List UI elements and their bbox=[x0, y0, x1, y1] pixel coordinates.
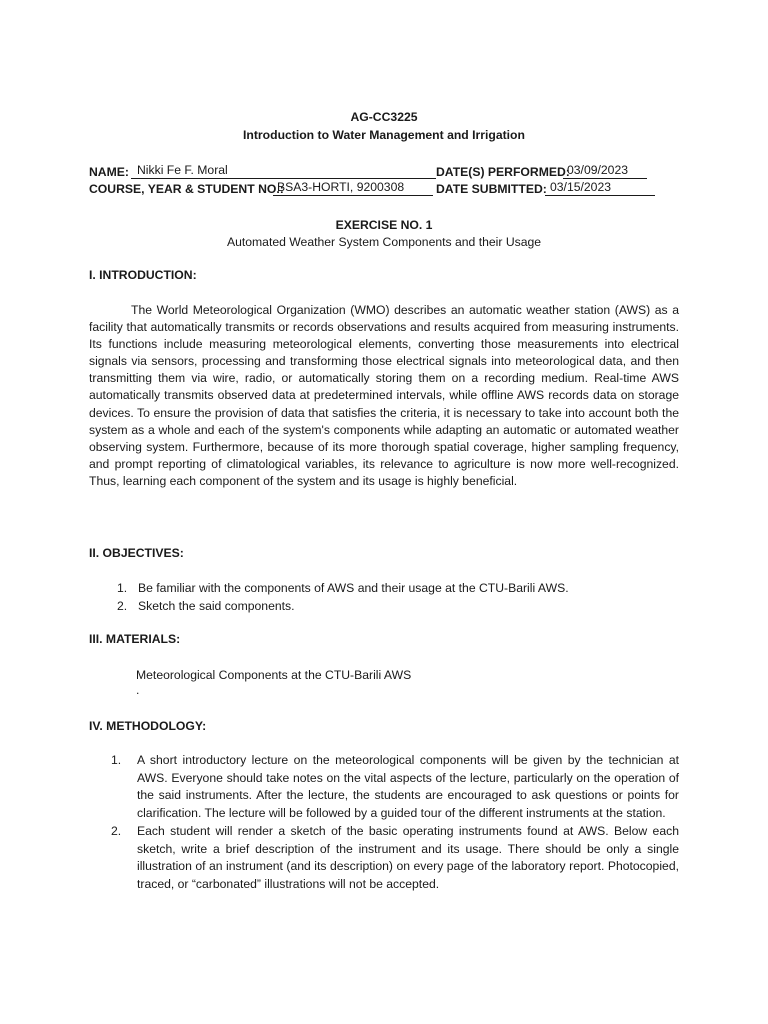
objective-text: Be familiar with the components of AWS and their usage at the CTU-Barili AWS. bbox=[138, 581, 569, 595]
exercise-title: Automated Weather System Components and their Usage bbox=[226, 235, 542, 249]
methodology-text: A short introductory lecture on the meteorological components will be given by the technician at AWS. Everyone should take notes on the vital aspects of the lecture, particularly on the operation of the said instruments. After the lecture, the students are encouraged to ask questions or points for clarification. The lecture will be followed by a guided tour of the different instruments at the station. bbox=[137, 753, 679, 821]
introduction-body bbox=[89, 302, 679, 490]
objective-item bbox=[117, 580, 569, 598]
date-submitted-label: DATE SUBMITTED: bbox=[436, 182, 547, 196]
date-submitted-value: 03/15/2023 bbox=[550, 180, 611, 194]
methodology-number: 2. bbox=[111, 823, 122, 838]
methodology-item bbox=[111, 752, 679, 823]
course-year-field bbox=[273, 180, 433, 196]
course-code: AG-CC3225 bbox=[350, 110, 418, 124]
methodology-number: 1. bbox=[111, 753, 122, 767]
introduction-text: The World Meteorological Organization (WMO) describes an automatic weather station (AWS) as a facility that automatically transmits or records observations and results acquired from measuring instruments. Its functions include measuring meteorological elements, converting those measurements into electrical signals via sensors, processing and transforming those electrical signals into meteorological data, and then transmitting them via wire, radio, or automatically storing them on a recording medium. Real-time AWS automatically transmits observed data at predetermined intervals, while offline AWS records data on storage devices. To ensure the provision of data that satisfies the criteria, it is necessary to take into account both the system as a whole and each of the system's components while adapting an automatic or automated weather observing system. Furthermore, because of its more thorough spatial coverage, higher sampling frequency, and prompt reporting of climatological variables, its relevance to agriculture is now more well-recognized. Thus, learning each component of the system and its usage is highly beneficial. bbox=[89, 303, 679, 488]
name-label: NAME: bbox=[89, 165, 129, 179]
date-performed-value: 03/09/2023 bbox=[567, 163, 628, 177]
objectives-list bbox=[117, 580, 569, 615]
course-year-label: COURSE, YEAR & STUDENT NO.: bbox=[89, 182, 284, 196]
name-field bbox=[131, 163, 436, 179]
date-performed-label: DATE(S) PERFORMED: bbox=[436, 165, 570, 179]
exercise-number: EXERCISE NO. 1 bbox=[335, 218, 433, 232]
objective-text: Sketch the said components. bbox=[138, 598, 295, 613]
materials-heading: III. MATERIALS: bbox=[89, 632, 181, 646]
date-performed-field bbox=[563, 163, 647, 179]
materials-trailing-dot: . bbox=[136, 683, 140, 697]
objective-number: 1. bbox=[117, 581, 128, 595]
date-submitted-field bbox=[545, 180, 655, 196]
objective-number: 2. bbox=[117, 598, 128, 613]
methodology-heading: IV. METHODOLOGY: bbox=[89, 719, 207, 733]
course-year-value: BSA3-HORTI, 9200308 bbox=[277, 180, 405, 194]
methodology-list bbox=[111, 752, 679, 894]
introduction-heading: I. INTRODUCTION: bbox=[89, 268, 197, 282]
objective-item bbox=[117, 598, 569, 616]
objectives-heading: II. OBJECTIVES: bbox=[89, 546, 184, 560]
name-value: Nikki Fe F. Moral bbox=[137, 163, 228, 177]
methodology-text: Each student will render a sketch of the basic operating instruments found at AWS. Below each sketch, write a brief description of the instrument and its usage. There should be only a single illustration of an instrument (and its description) on every page of the laboratory report. Photocopied, traced, or “carbonated” illustrations will not be accepted. bbox=[137, 823, 679, 891]
course-title: Introduction to Water Management and Irrigation bbox=[243, 128, 525, 142]
methodology-item bbox=[111, 823, 679, 894]
materials-text: Meteorological Components at the CTU-Barili AWS bbox=[136, 668, 412, 682]
